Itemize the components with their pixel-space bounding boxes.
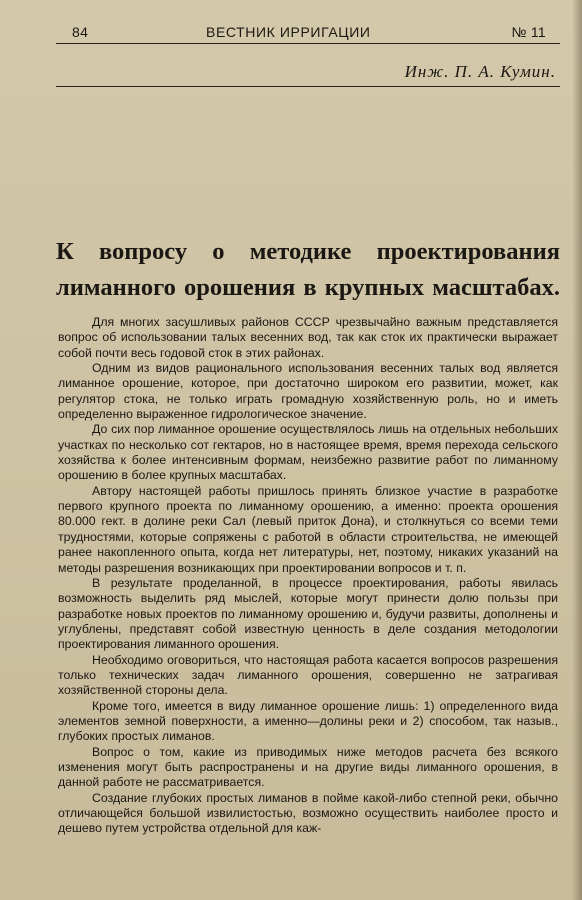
issue-number: № 11 xyxy=(511,24,546,40)
article-body xyxy=(58,315,558,837)
journal-title: ВЕСТНИК ИРРИГАЦИИ xyxy=(206,24,371,40)
paragraph-8: Вопрос о том, какие из приводимых ниже методов расчета без всякого изменения могут быть распространены и на другие виды лиманного орошения, в данной работе не рассматривается. xyxy=(58,744,558,790)
paragraph-6: Необходимо оговориться, что настоящая работа касается вопросов разрешения только технических задач лиманного орошения, совершенно не затрагивая хозяйственной стороны дела. xyxy=(58,652,558,698)
author-rule xyxy=(56,86,560,87)
running-header xyxy=(56,22,556,42)
paragraph-9: Создание глубоких простых лиманов в пойме какой-либо степной реки, обычно отличающейся большой извилистостью, возможно осуществить наиболее просто и дешево путем устройства отдельной для каж- xyxy=(58,790,558,836)
article-author: Инж. П. А. Кумин. xyxy=(404,62,556,81)
paragraph-4: Автору настоящей работы пришлось принять близкое участие в разработке первого крупного проекта по лиманному орошению, а именно: проекта орошения 80.000 гект. в долине реки Сал (левый приток Дона), и столкнуться со всеми теми трудностями, которые сопряжены с работой в области строительства, не имеющей ранее накопленного опыта, когда нет литературы, нет, поэтому, никаких указаний на методы разрешения возникающих при проектировании вопросов и т. п. xyxy=(58,483,558,575)
paragraph-7: Кроме того, имеется в виду лиманное орошение лишь: 1) определенного вида элементов земной поверхности, а именно—долины реки и 2) способом, так назыв., глубоких простых лиманов. xyxy=(58,698,558,744)
article-title: К вопросу о методике проектирования лиманного орошения в крупных масштабах. xyxy=(56,238,560,301)
page-number: 84 xyxy=(72,24,89,40)
header-rule xyxy=(56,43,560,44)
paragraph-1: Для многих засушливых районов СССР чрезвычайно важным представляется вопрос об использовании талых весенних вод, так как сток их практически выражает собой почти весь годовой сток в этих районах. xyxy=(58,315,558,360)
paragraph-3: До сих пор лиманное орошение осуществлялось лишь на отдельных небольших участках по несколько сот гектаров, но в настоящее время, время перехода сельского хозяйства к более интенсивным формам, неизбежно развитие работ по лиманному орошению в более крупных масштабах. xyxy=(58,422,558,483)
paragraph-5: В результате проделанной, в процессе проектирования, работы явилась возможность выделить ряд мыслей, которые могут принести долю пользы при разработке новых проектов по лиманному орошению и, будучи развиты, дополнены и углублены, представят собой известную ценность в деле создания методологии проектирования лиманного орошения. xyxy=(58,575,558,652)
paragraph-2: Одним из видов рационального использования весенних талых вод является лиманное орошение, которое, при достаточно широком его развитии, может, как регулятор стока, не только играть громадную хозяйственную роль, но и иметь определенно выраженное гидрологическое значение. xyxy=(58,361,558,422)
